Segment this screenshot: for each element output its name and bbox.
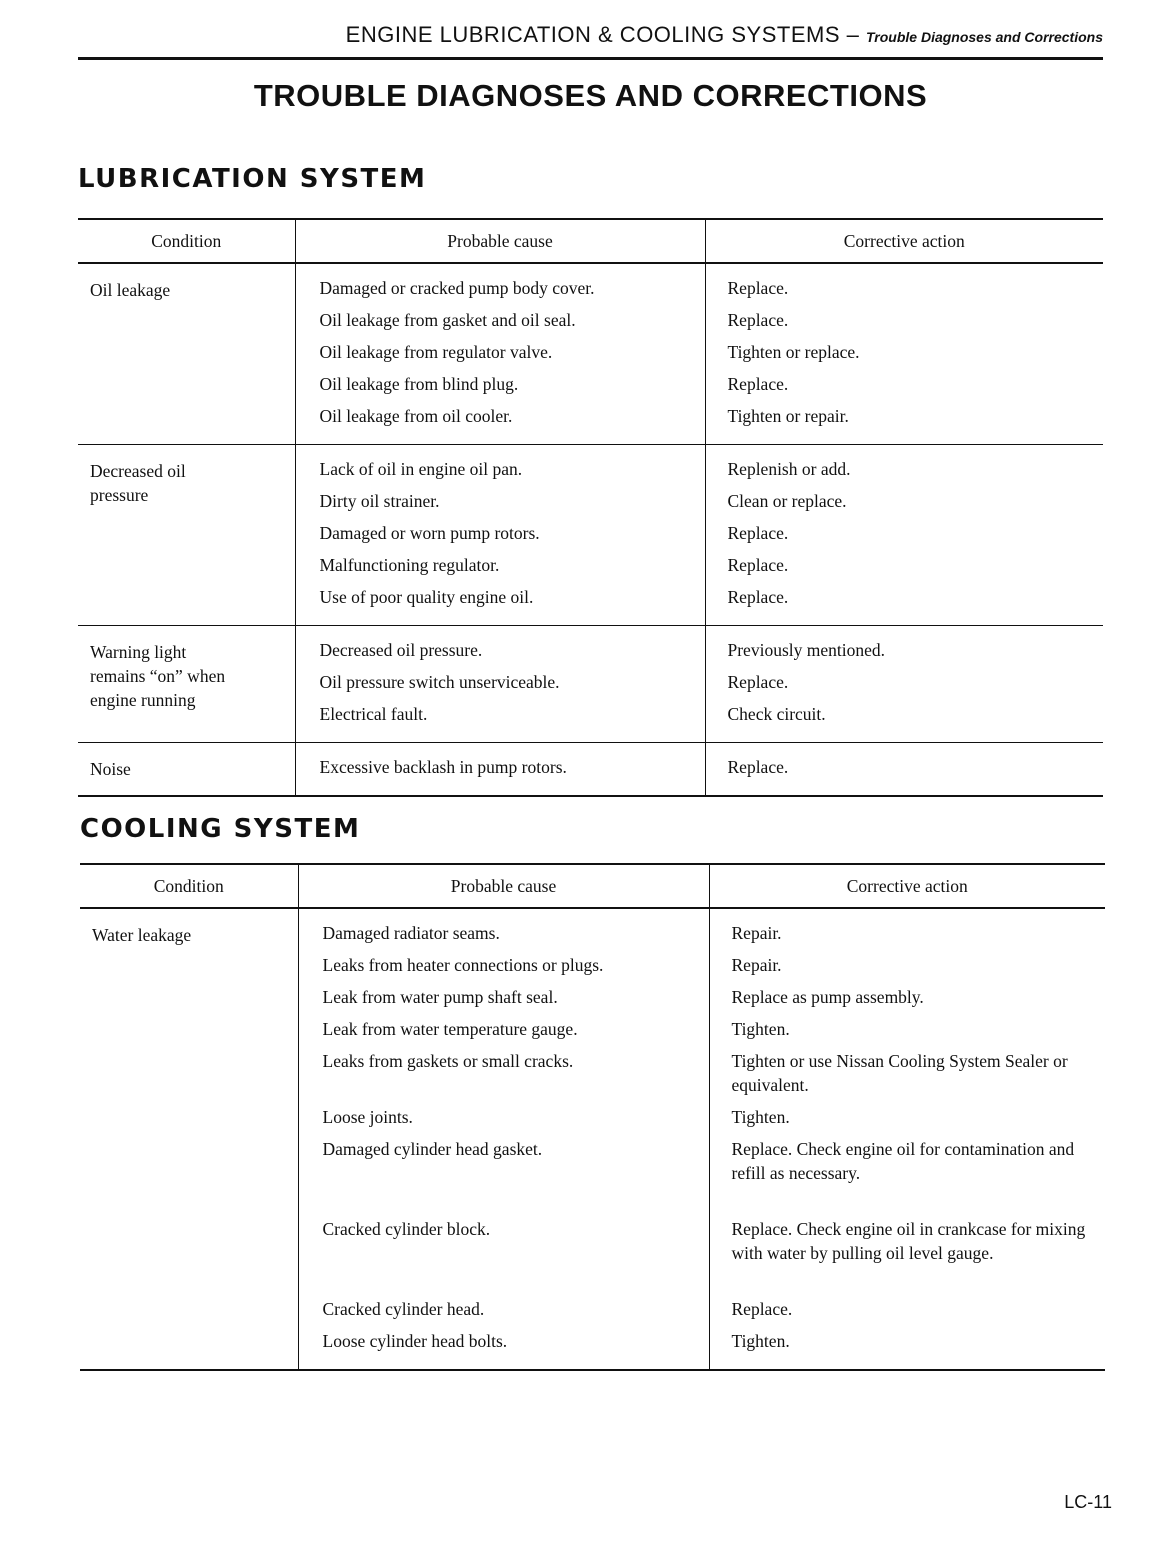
condition-text: Noise <box>90 759 131 779</box>
cause-text: Damaged radiator seams. <box>322 923 500 943</box>
cooling-table <box>80 863 1105 1371</box>
action-text: Replace. <box>727 523 789 543</box>
action-text: Tighten. <box>731 1331 790 1351</box>
action-text: Clean or replace. <box>727 491 847 511</box>
cause-text: Oil leakage from regulator valve. <box>319 342 553 362</box>
table-header-row <box>78 219 1103 263</box>
condition-cell <box>78 445 295 626</box>
condition-text: Warning light <box>90 642 187 662</box>
action-text: Tighten. <box>731 1019 790 1039</box>
cause-text: Dirty oil strainer. <box>319 491 440 511</box>
action-text: Tighten or use Nissan Cooling System Sealer or equivalent. <box>731 1051 1068 1095</box>
lubrication-table <box>78 218 1103 797</box>
cause-text: Loose joints. <box>322 1107 413 1127</box>
action-text: Tighten or repair. <box>727 406 849 426</box>
action-text: Check circuit. <box>727 704 826 724</box>
action-cell <box>705 743 1103 797</box>
action-text: Replenish or add. <box>727 459 851 479</box>
cause-text: Leak from water pump shaft seal. <box>322 987 558 1007</box>
column-header-probable-cause: Probable cause <box>298 864 709 908</box>
column-header-corrective-action: Corrective action <box>705 219 1103 263</box>
running-header-title: ENGINE LUBRICATION & COOLING SYSTEMS <box>345 22 841 47</box>
running-header-separator: – <box>840 22 866 47</box>
cause-text: Malfunctioning regulator. <box>319 555 500 575</box>
condition-cell <box>78 263 295 445</box>
cause-text: Electrical fault. <box>319 704 428 724</box>
cause-cell <box>298 908 709 1370</box>
condition-text: Oil leakage <box>90 280 171 300</box>
action-text: Replace. <box>731 1299 793 1319</box>
column-header-condition: Condition <box>78 219 295 263</box>
action-text: Previously mentioned. <box>727 640 885 660</box>
cause-text: Damaged or worn pump rotors. <box>319 523 540 543</box>
condition-text: pressure <box>90 485 149 505</box>
cause-text: Leaks from heater connections or plugs. <box>322 955 604 975</box>
action-text: Repair. <box>731 923 782 943</box>
action-text: Replace. <box>727 672 789 692</box>
action-text: Repair. <box>731 955 782 975</box>
cause-cell <box>295 263 705 445</box>
condition-text: Water leakage <box>92 925 192 945</box>
action-cell <box>705 263 1103 445</box>
table-row <box>78 263 1103 445</box>
condition-cell <box>78 626 295 743</box>
cause-text: Oil leakage from gasket and oil seal. <box>319 310 576 330</box>
cause-text: Damaged or cracked pump body cover. <box>319 278 595 298</box>
condition-text: Decreased oil <box>90 461 186 481</box>
action-text: Replace. <box>727 587 789 607</box>
table-row <box>80 908 1105 1370</box>
condition-cell <box>78 743 295 797</box>
column-header-probable-cause: Probable cause <box>295 219 705 263</box>
cause-text: Oil leakage from oil cooler. <box>319 406 513 426</box>
cause-text: Cracked cylinder head. <box>322 1299 485 1319</box>
action-text: Tighten. <box>731 1107 790 1127</box>
cause-text: Excessive backlash in pump rotors. <box>319 757 567 777</box>
cause-text: Leaks from gaskets or small cracks. <box>322 1051 574 1071</box>
table-row <box>78 626 1103 743</box>
cause-text: Decreased oil pressure. <box>319 640 483 660</box>
condition-text: remains “on” when <box>90 666 226 686</box>
cause-text: Oil pressure switch unserviceable. <box>319 672 560 692</box>
cause-cell <box>295 626 705 743</box>
cause-text: Lack of oil in engine oil pan. <box>319 459 523 479</box>
condition-text: engine running <box>90 690 196 710</box>
cause-text: Use of poor quality engine oil. <box>319 587 534 607</box>
cause-text: Damaged cylinder head gasket. <box>322 1139 543 1159</box>
header-rule <box>78 57 1103 60</box>
running-header <box>78 22 1103 48</box>
cause-text: Leak from water temperature gauge. <box>322 1019 578 1039</box>
action-cell <box>709 908 1105 1370</box>
cooling-section-title: COOLING SYSTEM <box>80 814 361 844</box>
action-text: Replace. <box>727 310 789 330</box>
action-text: Replace. Check engine oil for contamination and refill as necessary. <box>731 1139 1075 1183</box>
table-row <box>78 445 1103 626</box>
cause-text: Cracked cylinder block. <box>322 1219 491 1239</box>
cause-text: Loose cylinder head bolts. <box>322 1331 508 1351</box>
page-number: LC-11 <box>1064 1492 1112 1512</box>
condition-cell <box>80 908 298 1370</box>
action-cell <box>705 626 1103 743</box>
action-text: Replace. <box>727 278 789 298</box>
lubrication-section-title: LUBRICATION SYSTEM <box>78 164 427 194</box>
action-text: Replace. <box>727 555 789 575</box>
column-header-corrective-action: Corrective action <box>709 864 1105 908</box>
cause-text: Oil leakage from blind plug. <box>319 374 519 394</box>
cause-cell <box>295 743 705 797</box>
cause-cell <box>295 445 705 626</box>
action-text: Tighten or replace. <box>727 342 860 362</box>
table-row <box>78 743 1103 797</box>
action-cell <box>705 445 1103 626</box>
table-header-row <box>80 864 1105 908</box>
action-text: Replace. Check engine oil in crankcase for mixing with water by pulling oil level gauge. <box>731 1219 1086 1263</box>
action-text: Replace. <box>727 757 789 777</box>
action-text: Replace. <box>727 374 789 394</box>
column-header-condition: Condition <box>80 864 298 908</box>
action-text: Replace as pump assembly. <box>731 987 924 1007</box>
running-header-subtitle: Trouble Diagnoses and Corrections <box>865 29 1103 45</box>
document-title: TROUBLE DIAGNOSES AND CORRECTIONS <box>253 78 928 113</box>
